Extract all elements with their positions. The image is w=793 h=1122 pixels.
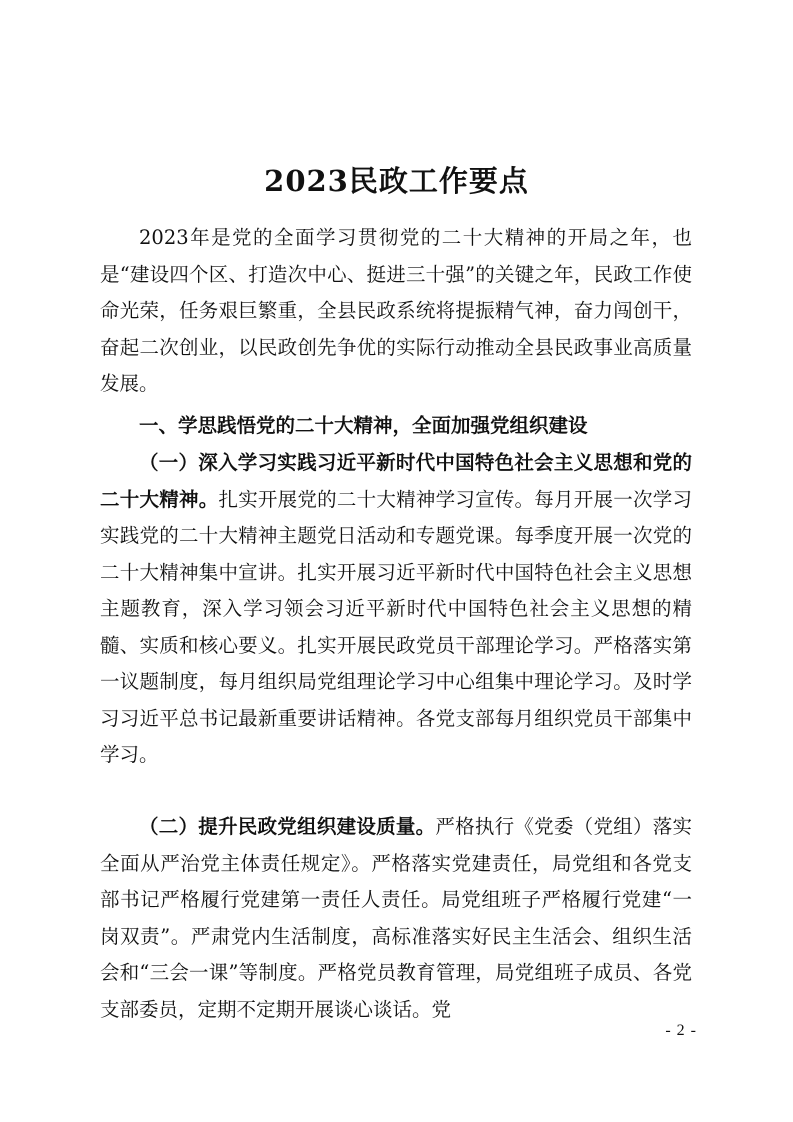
document-title: 2023民政工作要点 [264, 164, 529, 199]
intro-paragraph: 2023年是党的全面学习贯彻党的二十大精神的开局之年，也是“建设四个区、打造次中心、挺进三十强”的关键之年，民政工作使命光荣，任务艰巨繁重，全县民政系统将提振精气神，奋力闯创干，奋起二次创业，以民政创先争优的实际行动推动全县民政事业高质量发展。 [100, 226, 692, 395]
section-1-item-2-body: 严格执行《党委（党组）落实全面从严治党主体责任规定》。严格落实党建责任，局党组和各党支部书记严格履行党建第一责任人责任。局党组班子严格履行党建“一岗双责”。严肃党内生活制度，高标准落实好民主生活会、组织生活会和“三会一课”等制度。严格党员教育管理，局党组班子成员、各党支部委员，定期不定期开展谈心谈话。党 [100, 815, 692, 1021]
section-1-item-1-lead: （一）深入学习实践习近平新时代中国特色社会主义思想和党的二十大精神。 [100, 451, 692, 511]
section-1-heading: 一、学思践悟党的二十大精神，全面加强党组织建设 [139, 414, 588, 437]
section-1-item-2-paragraph [100, 809, 692, 1028]
page-number: - 2 - [665, 1022, 697, 1039]
section-1-item-1-body: 扎实开展党的二十大精神学习宣传。每月开展一次学习实践党的二十大精神主题党日活动和专题党课。每季度开展一次党的二十大精神集中宣讲。扎实开展习近平新时代中国特色社会主义思想主题教育，深入学习领会习近平新时代中国特色社会主义思想的精髓、实质和核心要义。扎实开展民政党员干部理论学习。严格落实第一议题制度，每月组织局党组理论学习中心组集中理论学习。及时学习习近平总书记最新重要讲话精神。各党支部每月组织党员干部集中学习。 [100, 487, 692, 766]
section-1-item-1-paragraph [100, 445, 692, 774]
section-1-item-2-lead: （二）提升民政党组织建设质量。 [139, 815, 436, 838]
